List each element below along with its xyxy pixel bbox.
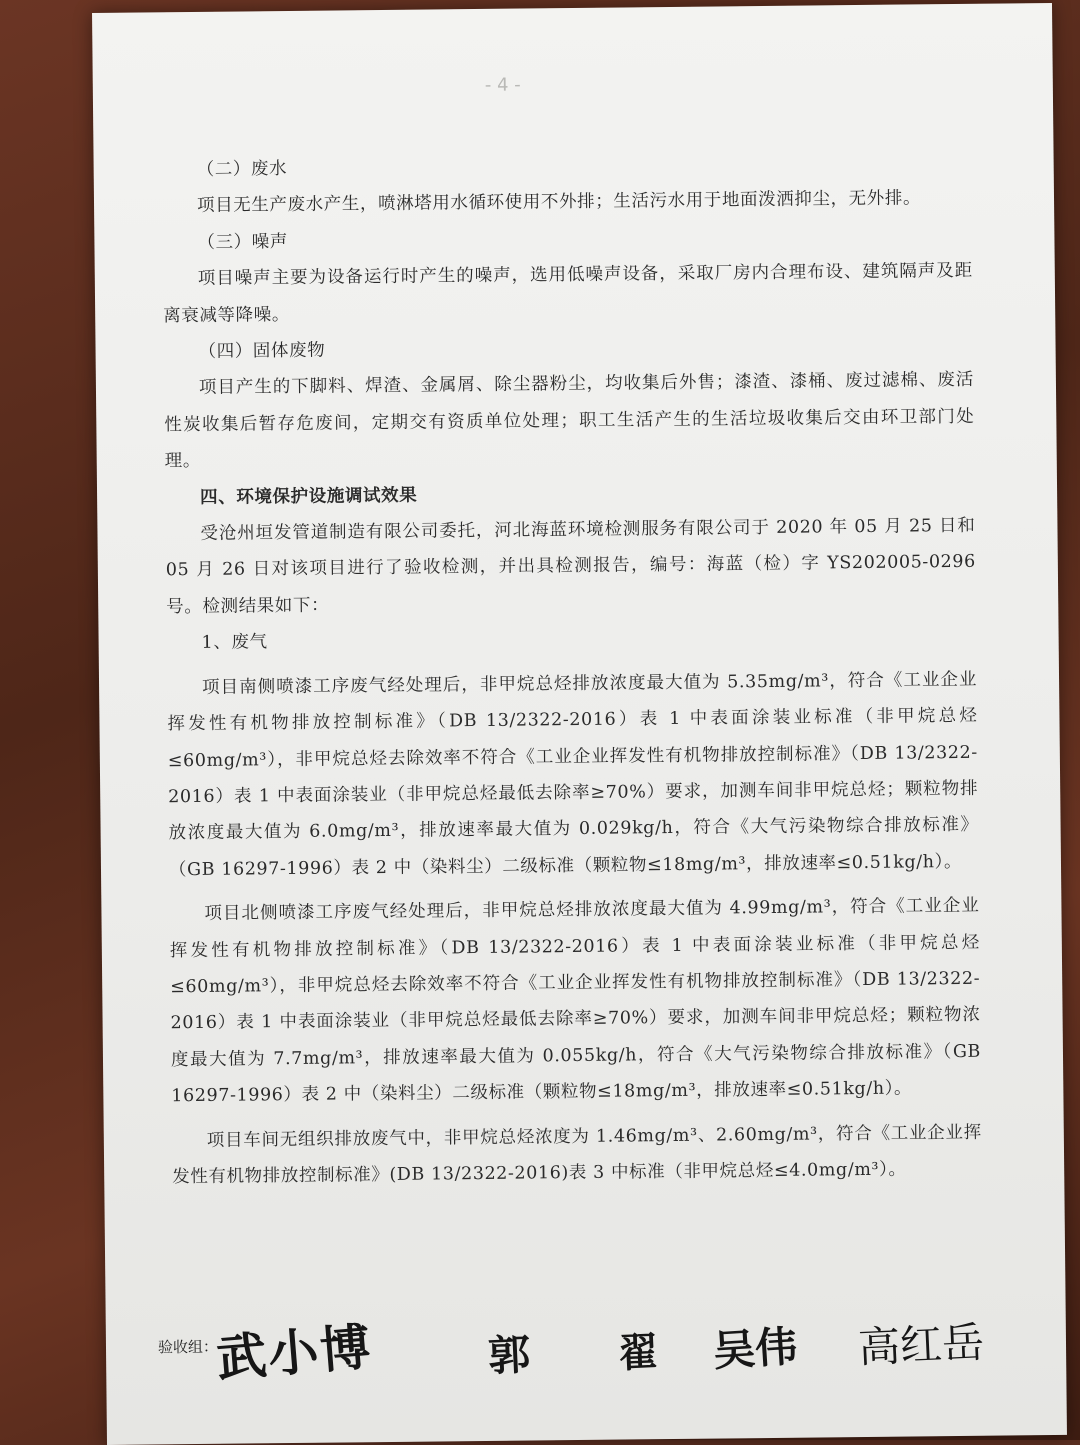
signature-2: 郭 [487,1329,532,1381]
paragraph: 受沧州垣发管道制造有限公司委托，河北海蓝环境检测服务有限公司于 2020 年 05 月 25 日和 05 月 26 日对该项目进行了验收检测，并出具检测报告，编号：海蓝（检）字 YS202005-0296 号。检测结果如下： [165,515,976,618]
signature-1: 武小博 [214,1317,375,1389]
paragraph: 项目噪声主要为设备运行时产生的噪声，选用低噪声设备，采取厂房内合理布设、建筑隔声及距离衰减等降噪。 [163,261,973,326]
document-page [92,3,1067,1445]
subsection-title: 1、废气 [201,632,268,654]
subsection-title: （四）固体废物 [198,340,326,362]
paragraph: 项目产生的下脚料、焊渣、金属屑、除尘器粉尘，均收集后外售；漆渣、漆桶、废过滤棉、废活性炭收集后暂存危废间，定期交有资质单位处理；职工生活产生的生活垃圾收集后交由环卫部门处理。 [164,370,975,472]
paragraph: 项目北侧喷漆工序废气经处理后，非甲烷总烃排放浓度最大值为 4.99mg/m³，符合《工业企业挥发性有机物排放控制标准》（DB 13/2322-2016）表 1 中表面涂装业标准（非甲烷总烃≤60mg/m³），非甲烷总烃去除效率不符合《工业企业挥发性有机物排放控制标准》（DB 13/2322-2016）表 1 中表面涂装业（非甲烷总烃最低去除率≥70%）要求，加测车间非甲烷总烃；颗粒物浓度最大值为 7.7mg/m³，排放速率最大值为 0.055kg/h，符合《大气污染物综合排放标准》（GB 16297-1996）表 2 中（染料尘）二级标准（颗粒物≤18mg/m³，排放速率≤0.51kg/h）。 [169,895,982,1107]
paragraph: 项目车间无组织排放废气中，非甲烷总烃浓度为 1.46mg/m³、2.60mg/m³，符合《工业企业挥发性有机物排放控制标准》(DB 13/2322-2016)表 3 中标准（非甲烷总烃≤4.0mg/m³）。 [172,1122,982,1188]
signature-label: 验收组： [157,1337,219,1357]
signature-5: 高红岳 [857,1317,986,1373]
document-body [161,144,982,1196]
subsection-title: （二）废水 [196,158,288,180]
subsection-title: （三）噪声 [197,231,289,253]
signature-block [158,1303,1019,1402]
section-heading: 四、环境保护设施调试效果 [200,485,418,508]
signature-4: 吴伟 [711,1321,799,1376]
signature-3: 翟 [617,1329,660,1378]
page-number: - 4 - [484,74,521,96]
paragraph: 项目南侧喷漆工序废气经处理后，非甲烷总烃排放浓度最大值为 5.35mg/m³，符合《工业企业挥发性有机物排放控制标准》（DB 13/2322-2016）表 1 中表面涂装业标准（非甲烷总烃≤60mg/m³），非甲烷总烃去除效率不符合《工业企业挥发性有机物排放控制标准》（DB 13/2322-2016）表 1 中表面涂装业（非甲烷总烃最低去除率≥70%）要求，加测车间非甲烷总烃；颗粒物排放浓度最大值为 6.0mg/m³，排放速率最大值为 0.029kg/h，符合《大气污染物综合排放标准》（GB 16297-1996）表 2 中（染料尘）二级标准（颗粒物≤18mg/m³，排放速率≤0.51kg/h）。 [167,669,979,880]
paragraph: 项目无生产废水产生，喷淋塔用水循环使用不外排；生活污水用于地面泼洒抑尘，无外排。 [196,188,922,217]
